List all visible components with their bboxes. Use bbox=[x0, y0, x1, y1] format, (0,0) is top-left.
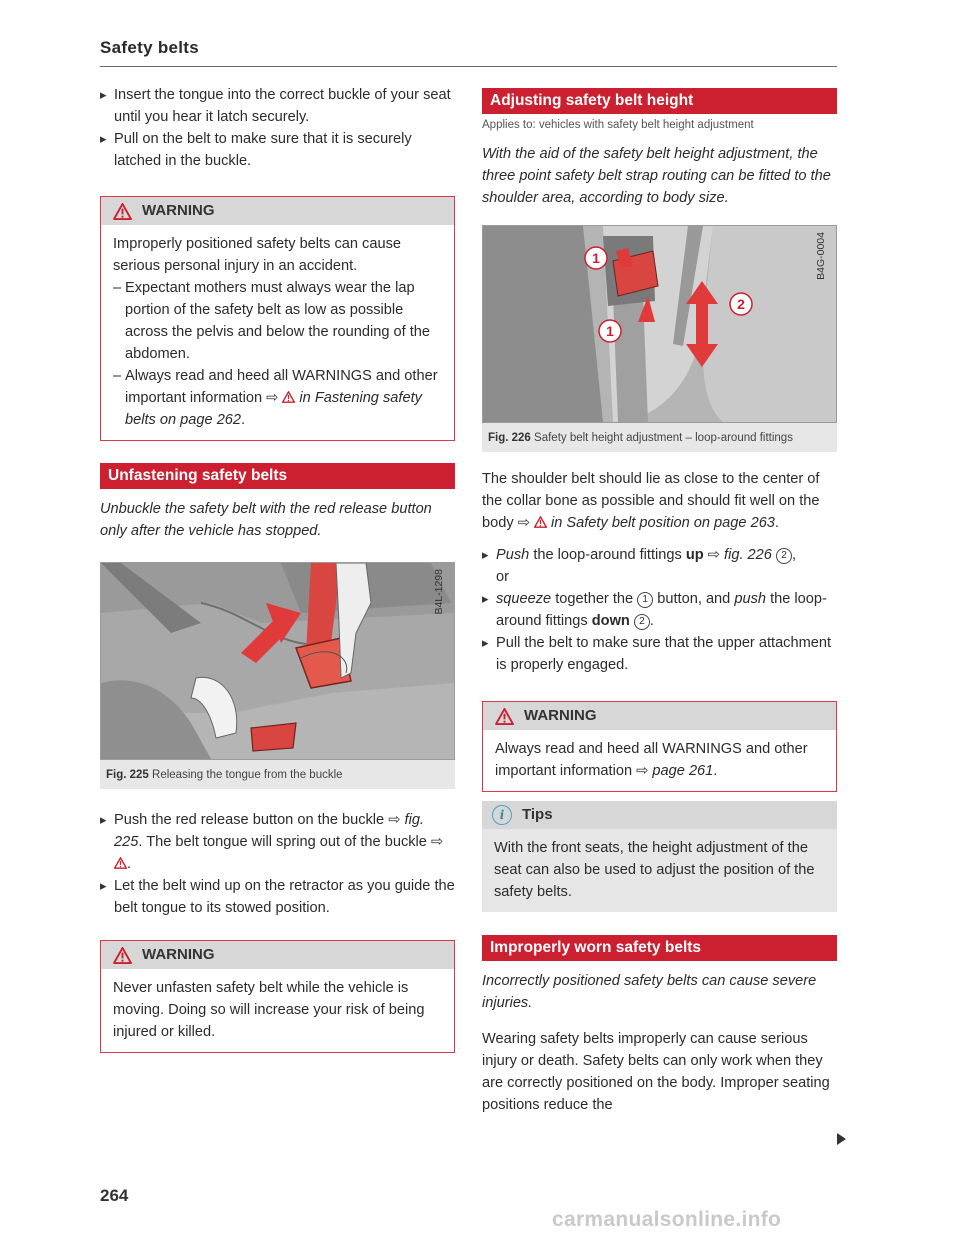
adjust-bullet-2 bbox=[482, 588, 837, 632]
section-title-unfastening: Unfastening safety belts bbox=[100, 463, 455, 489]
intro-bullet-1: ▸ Insert the tongue into the correct buckle of your seat until you hear it latch securely. bbox=[100, 84, 455, 128]
adjust-bullet-2-end: . bbox=[649, 613, 654, 629]
figure-226-image bbox=[482, 225, 837, 423]
adjust-bullet-1-end: , bbox=[791, 547, 797, 563]
unfasten-bullet-1-mid: . The belt tongue will spring out of the buckle ⇨ bbox=[138, 834, 444, 850]
right-column bbox=[482, 88, 837, 1116]
section-lead-improper: Incorrectly positioned safety belts can cause severe injuries. bbox=[482, 973, 817, 1011]
tips-body bbox=[482, 829, 837, 912]
section-lead-adjusting: With the aid of the safety belt height adjustment, the three point safety belt strap routing can be fitted to the shoulder area, according to body size. bbox=[482, 146, 831, 206]
figure-225-number: Fig. 225 bbox=[106, 769, 149, 781]
tips-label: Tips bbox=[522, 806, 553, 823]
warning-triangle-icon bbox=[113, 947, 132, 964]
header-title: Safety belts bbox=[100, 38, 200, 57]
tips-box bbox=[482, 801, 837, 912]
callout-1-bottom: 1 bbox=[606, 323, 614, 339]
left-column bbox=[100, 84, 455, 1053]
warning-header-1 bbox=[101, 197, 454, 225]
shoulder-belt-paragraph bbox=[482, 468, 837, 534]
warning-item-2-text: Always read and heed all WARNINGS and other important information ⇨ bbox=[125, 368, 438, 406]
warning-header-3 bbox=[483, 702, 836, 730]
belt-height-illustration bbox=[483, 226, 836, 422]
adjust-bullet-1-link[interactable]: fig. 226 bbox=[724, 547, 772, 563]
shoulder-belt-end: . bbox=[774, 515, 779, 531]
adjust-bullet-2-text: together the bbox=[551, 591, 638, 607]
figure-225-caption bbox=[100, 760, 455, 789]
figure-226-caption-text: Safety belt height adjustment – loop-around fittings bbox=[534, 432, 793, 444]
adjust-bullet-1 bbox=[482, 544, 837, 566]
warning-header-2 bbox=[101, 941, 454, 969]
warning-body-2 bbox=[101, 969, 454, 1052]
adjust-bullet-2-text-2: button, and bbox=[653, 591, 735, 607]
warning-label-2: WARNING bbox=[142, 946, 215, 963]
callout-2: 2 bbox=[737, 296, 745, 312]
warning-box-3 bbox=[482, 701, 837, 792]
adjust-bullet-1-text: the loop-around fittings bbox=[529, 547, 686, 563]
warning-triangle-icon bbox=[495, 708, 514, 725]
figure-225-image bbox=[100, 562, 455, 760]
adjust-bullet-2-verb-2: push bbox=[734, 591, 767, 607]
warning-text-3-end: . bbox=[713, 763, 718, 779]
adjust-bullet-1-dir: up bbox=[685, 547, 704, 563]
warning-label-3: WARNING bbox=[524, 707, 597, 724]
intro-bullet-2: ▸ Pull on the belt to make sure that it is securely latched in the buckle. bbox=[100, 128, 455, 172]
warning-item-2-link[interactable]: in Fastening safety belts on page 262 bbox=[125, 390, 422, 428]
figure-225 bbox=[100, 562, 455, 789]
adjust-bullet-2-verb: squeeze bbox=[496, 591, 552, 607]
warning-text-3-body: Always read and heed all WARNINGS and other important information ⇨ bbox=[495, 741, 808, 779]
warning-body-1 bbox=[101, 225, 454, 440]
warning-text-1: Improperly positioned safety belts can cause serious personal injury in an accident. bbox=[113, 236, 401, 274]
figure-225-caption-text: Releasing the tongue from the buckle bbox=[152, 769, 343, 781]
adjust-bullet-1-verb: Push bbox=[496, 547, 530, 563]
warning-triangle-icon bbox=[282, 391, 295, 403]
warning-item-2-end: . bbox=[241, 412, 246, 428]
page-number: 264 bbox=[100, 1186, 129, 1205]
figure-226-caption bbox=[482, 423, 837, 452]
warning-item-2 bbox=[113, 365, 442, 431]
or-text: or bbox=[496, 569, 509, 585]
callout-2-ref: 2 bbox=[634, 614, 650, 630]
adjust-bullet-2-dir: down bbox=[591, 613, 630, 629]
warning-box-1 bbox=[100, 196, 455, 441]
tips-header bbox=[482, 801, 837, 829]
unfasten-bullet-2: ▸ Let the belt wind up on the retractor as you guide the belt tongue to its stowed position. bbox=[100, 875, 455, 919]
unfasten-bullet-1-text: Push the red release button on the buckle ⇨ bbox=[114, 812, 405, 828]
adjust-bullet-1-arrow: ⇨ bbox=[703, 547, 725, 563]
info-icon: i bbox=[492, 805, 512, 825]
warning-text-2: Never unfasten safety belt while the vehicle is moving. Doing so will increase your risk of being injured or killed. bbox=[113, 980, 425, 1040]
figure-225-code: B4L-1298 bbox=[433, 569, 445, 615]
tips-text: With the front seats, the height adjustment of the seat can also be used to adjust the position of the safety belts. bbox=[494, 840, 815, 900]
callout-1-top: 1 bbox=[592, 250, 600, 266]
warning-label-1: WARNING bbox=[142, 202, 215, 219]
callout-2-ref: 2 bbox=[776, 548, 792, 564]
warning-triangle-icon[interactable] bbox=[114, 857, 127, 869]
callout-1-ref: 1 bbox=[637, 592, 653, 608]
buckle-release-illustration bbox=[101, 563, 454, 759]
figure-226-number: Fig. 226 bbox=[488, 432, 531, 444]
applies-to: Applies to: vehicles with safety belt height adjustment bbox=[482, 119, 754, 131]
running-header bbox=[100, 38, 837, 67]
section-title-improper: Improperly worn safety belts bbox=[482, 935, 837, 961]
warning-item-1: – Expectant mothers must always wear the lap portion of the safety belt as low as possible across the pelvis and below the rounding of the abdomen. bbox=[113, 277, 442, 365]
continue-arrow-icon bbox=[837, 1133, 846, 1145]
figure-226-code: B4G-0004 bbox=[815, 232, 827, 280]
warning-body-3 bbox=[483, 730, 836, 791]
unfasten-bullet-1 bbox=[100, 809, 455, 875]
watermark: carmanualsonline.info bbox=[552, 1208, 782, 1231]
shoulder-belt-text: The shoulder belt should lie as close to the center of the collar bone as possible and should fit well on the body ⇨ bbox=[482, 471, 820, 531]
section-title-adjusting: Adjusting safety belt height bbox=[482, 88, 837, 114]
warning-triangle-icon bbox=[534, 516, 547, 528]
warning-text-3 bbox=[495, 738, 824, 782]
shoulder-belt-link[interactable]: in Safety belt position on page 263 bbox=[550, 515, 775, 531]
unfasten-bullet-1-link[interactable]: fig. 225 bbox=[114, 812, 424, 850]
adjust-bullet-2-text-3: the loop-around fittings bbox=[496, 591, 827, 629]
adjust-bullet-3: ▸ Pull the belt to make sure that the upper attachment is properly engaged. bbox=[482, 632, 837, 676]
warning-text-3-link[interactable]: page 261 bbox=[652, 763, 714, 779]
warning-triangle-icon bbox=[113, 203, 132, 220]
improper-paragraph: Wearing safety belts improperly can cause serious injury or death. Safety belts can only work when they are correctly positioned on the body. Improper seating positions reduce the bbox=[482, 1031, 830, 1113]
unfasten-bullet-1-end: . bbox=[127, 856, 132, 872]
section-lead-unfastening: Unbuckle the safety belt with the red release button only after the vehicle has stopped. bbox=[100, 501, 432, 539]
warning-box-2 bbox=[100, 940, 455, 1053]
figure-226 bbox=[482, 225, 837, 452]
